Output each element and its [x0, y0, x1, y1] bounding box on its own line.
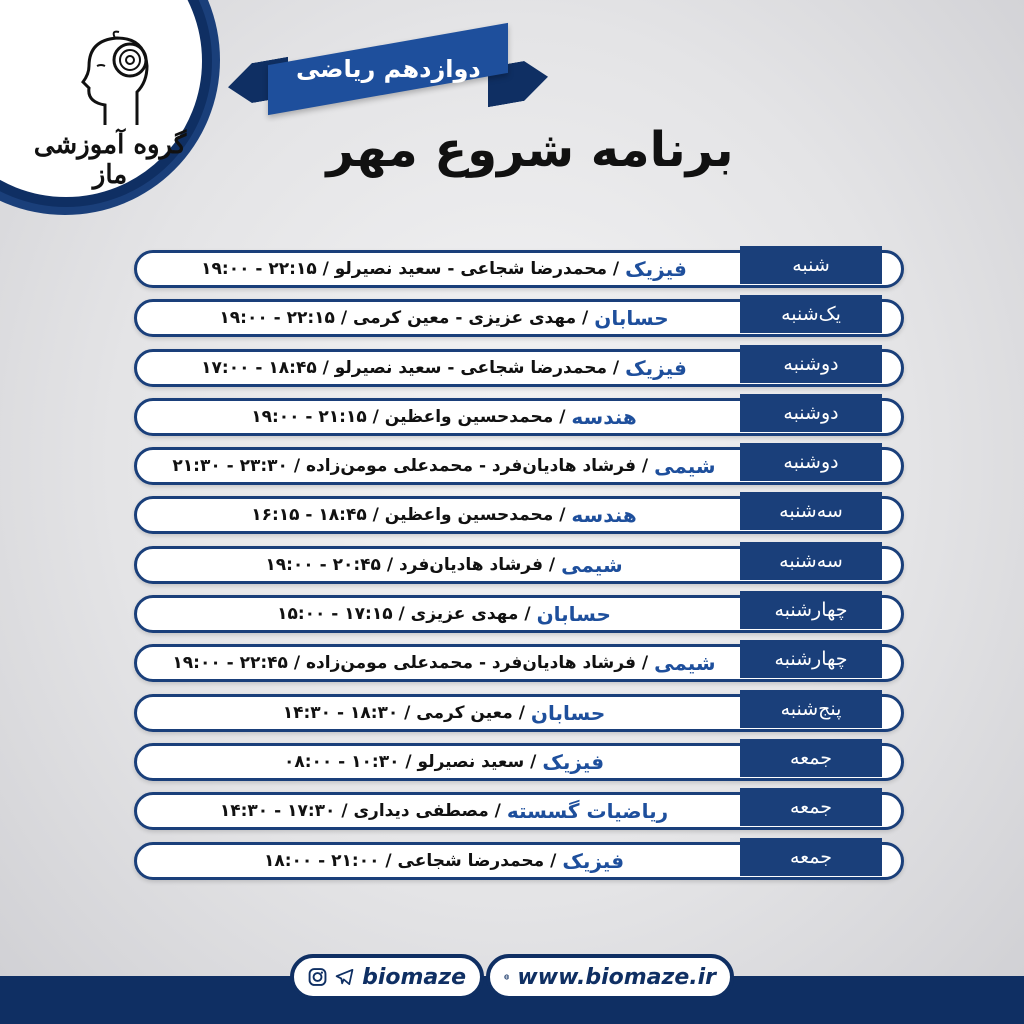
row-day: جمعه	[740, 739, 882, 777]
website-url[interactable]: www.biomaze.ir	[517, 964, 716, 990]
row-content	[154, 447, 734, 485]
ribbon-label: دوازدهم ریاضی	[295, 55, 481, 84]
row-subject: شیمی	[654, 651, 716, 676]
row-content	[154, 842, 734, 880]
row-detail: / محمدحسین واعظین / ۲۱:۱۵ - ۱۹:۰۰	[251, 406, 566, 427]
schedule-row	[134, 394, 904, 438]
row-day: سه‌شنبه	[740, 542, 882, 580]
row-subject: هندسه	[571, 503, 637, 528]
schedule-row	[134, 345, 904, 389]
row-content	[154, 644, 734, 682]
social-handle[interactable]: biomaze	[362, 964, 466, 990]
row-subject: فیزیک	[625, 355, 687, 380]
row-detail: / سعید نصیرلو / ۱۰:۳۰ - ۰۸:۰۰	[283, 751, 537, 772]
row-day: سه‌شنبه	[740, 492, 882, 530]
row-day: جمعه	[740, 838, 882, 876]
logo-text: گروه آموزشی ماز	[33, 130, 187, 190]
row-day: دوشنبه	[740, 443, 882, 481]
schedule-row	[134, 838, 904, 882]
row-day: دوشنبه	[740, 394, 882, 432]
row-detail: / محمدرضا شجاعی - سعید نصیرلو / ۱۸:۴۵ - ۱۷:۰۰	[201, 357, 620, 378]
row-day: شنبه	[740, 246, 882, 284]
schedule-row	[134, 591, 904, 635]
row-content	[154, 349, 734, 387]
row-subject: فیزیک	[562, 848, 625, 873]
row-subject: هندسه	[571, 404, 637, 429]
row-detail: / فرشاد هادیان‌فرد - محمدعلی مومن‌زاده / ۲۳:۳۰ - ۲۱:۳۰	[172, 456, 649, 477]
row-day: پنج‌شنبه	[740, 690, 882, 728]
row-content	[154, 398, 734, 436]
row-detail: / مهدی عزیزی - معین کرمی / ۲۲:۱۵ - ۱۹:۰۰	[219, 308, 589, 329]
schedule-row	[134, 492, 904, 536]
row-subject: ریاضیات گسسته	[506, 799, 669, 824]
row-content	[154, 250, 734, 288]
row-day: دوشنبه	[740, 345, 882, 383]
row-content	[154, 694, 734, 732]
row-subject: حسابان	[594, 306, 669, 331]
row-day: چهارشنبه	[740, 591, 882, 629]
row-subject: حسابان	[530, 700, 606, 725]
page-title: برنامه شروع مهر	[326, 122, 734, 178]
schedule-row	[134, 295, 904, 339]
schedule-row	[134, 246, 904, 290]
row-day: چهارشنبه	[740, 640, 882, 678]
social-handle-pill[interactable]	[290, 954, 484, 1000]
ribbon-band	[268, 23, 508, 115]
row-day: یک‌شنبه	[740, 295, 882, 333]
row-content	[154, 496, 734, 534]
schedule-list	[134, 246, 904, 887]
schedule-row	[134, 690, 904, 734]
row-detail: / فرشاد هادیان‌فرد - محمدعلی مومن‌زاده / ۲۲:۴۵ - ۱۹:۰۰	[172, 653, 649, 674]
schedule-row	[134, 640, 904, 684]
row-subject: شیمی	[654, 454, 716, 479]
row-content	[154, 546, 734, 584]
row-content	[154, 299, 734, 337]
schedule-row	[134, 788, 904, 832]
row-content	[154, 792, 734, 830]
row-detail: / فرشاد هادیان‌فرد / ۲۰:۴۵ - ۱۹:۰۰	[265, 554, 556, 575]
row-subject: فیزیک	[542, 749, 605, 774]
schedule-row	[134, 739, 904, 783]
grade-ribbon	[228, 32, 548, 112]
row-detail: / محمدرضا شجاعی - سعید نصیرلو / ۲۲:۱۵ - ۱۹:۰۰	[201, 259, 620, 279]
row-content	[154, 595, 734, 633]
row-detail: / مهدی عزیزی / ۱۷:۱۵ - ۱۵:۰۰	[277, 604, 531, 625]
row-detail: / محمدحسین واعظین / ۱۸:۴۵ - ۱۶:۱۵	[251, 505, 566, 526]
row-subject: شیمی	[561, 552, 623, 577]
row-subject: حسابان	[536, 602, 611, 627]
website-pill[interactable]	[486, 954, 734, 1000]
instagram-icon[interactable]	[308, 965, 327, 989]
row-detail: / معین کرمی / ۱۸:۳۰ - ۱۴:۳۰	[282, 702, 525, 723]
telegram-icon[interactable]	[335, 965, 354, 989]
globe-icon[interactable]	[504, 965, 509, 989]
row-detail: / محمدرضا شجاعی / ۲۱:۰۰ - ۱۸:۰۰	[263, 850, 557, 871]
row-subject: فیزیک	[625, 257, 687, 281]
row-detail: / مصطفی دیداری / ۱۷:۳۰ - ۱۴:۳۰	[219, 801, 501, 822]
schedule-row	[134, 443, 904, 487]
row-day: جمعه	[740, 788, 882, 826]
schedule-row	[134, 542, 904, 586]
brain-head-icon	[75, 30, 165, 130]
row-content	[154, 743, 734, 781]
